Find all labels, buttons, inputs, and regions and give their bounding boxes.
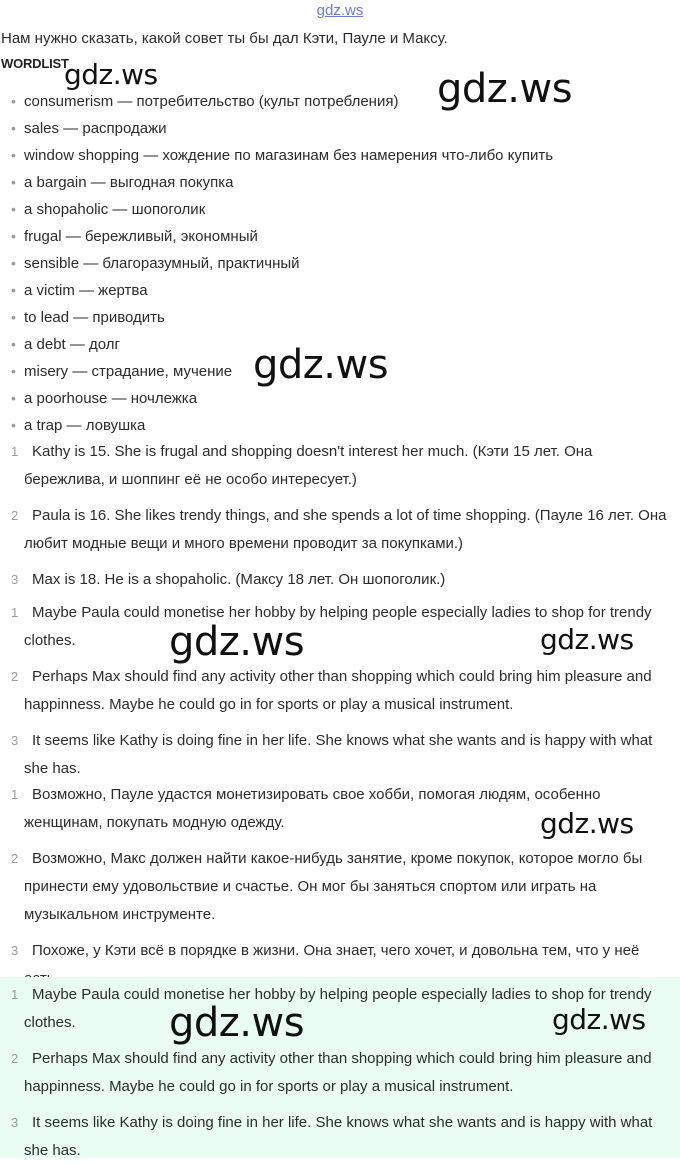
item-number: 1 [11, 787, 19, 802]
bullet-icon: • [11, 363, 16, 379]
advice-item: 1 Maybe Paula could monetise her hobby by helping people especially ladies to shop for trendy clothes. [0, 599, 680, 655]
advice-item: 3 It seems like Kathy is doing fine in her life. She knows what she wants and is happy with what she has. [0, 727, 680, 783]
fact-item: 3 Max is 18. He is a shopaholic. (Максу 18 лет. Он шопоголик.) [0, 566, 680, 594]
wordlist-heading: WORDLIST [1, 56, 69, 71]
facts-list [0, 438, 680, 594]
watermark: gdz.ws [169, 1000, 305, 1046]
watermark: gdz.ws [169, 619, 305, 665]
advice-item: 2 Perhaps Max should find any activity other than shopping which could bring him pleasure and happinness. Maybe he could go in for sports or play a musical instrument. [0, 663, 680, 719]
bullet-icon: • [11, 93, 16, 109]
bullet-icon: • [11, 417, 16, 433]
item-number: 2 [11, 851, 19, 866]
item-number: 2 [11, 508, 19, 523]
item-number: 2 [11, 1051, 19, 1066]
advice-item: 2 Perhaps Max should find any activity other than shopping which could bring him pleasure and happinness. Maybe he could go in for sports or play a musical instrument. [0, 1045, 680, 1101]
watermark: gdz.ws [64, 58, 158, 91]
fact-item: 1 Kathy is 15. She is frugal and shopping doesn't interest her much. (Кэти 15 лет. Она бережлива, и шоппинг её не особо интересует.) [0, 438, 680, 494]
watermark: gdz.ws [540, 807, 634, 840]
advice-item: 3 It seems like Kathy is doing fine in her life. She knows what she wants and is happy with what she has. [0, 1109, 680, 1165]
wordlist-item: • frugal — бережливый, экономный [0, 223, 553, 250]
fact-item: 2 Paula is 16. She likes trendy things, and she spends a lot of time shopping. (Пауле 16 лет. Она любит модные вещи и много времени проводит за покупками.) [0, 502, 680, 558]
bullet-icon: • [11, 120, 16, 136]
wordlist-item: • sales — распродажи [0, 115, 553, 142]
wordlist-item: • window shopping — хождение по магазинам без намерения что-либо купить [0, 142, 553, 169]
wordlist-item: • a victim — жертва [0, 277, 553, 304]
wordlist-item: • a trap — ловушка [0, 412, 553, 439]
wordlist-item: • misery — страдание, мучение [0, 358, 553, 385]
bullet-icon: • [11, 282, 16, 298]
wordlist-item: • to lead — приводить [0, 304, 553, 331]
watermark: gdz.ws [437, 66, 573, 112]
wordlist-item: • a bargain — выгодная покупка [0, 169, 553, 196]
item-number: 3 [11, 733, 19, 748]
bullet-icon: • [11, 147, 16, 163]
wordlist-item: • sensible — благоразумный, практичный [0, 250, 553, 277]
item-number: 3 [11, 572, 19, 587]
bullet-icon: • [11, 174, 16, 190]
item-number: 3 [11, 943, 19, 958]
wordlist-item: • consumerism — потребительство (культ потребления) [0, 88, 553, 115]
item-number: 1 [11, 987, 19, 1002]
bullet-icon: • [11, 255, 16, 271]
watermark: gdz.ws [540, 623, 634, 656]
watermark: gdz.ws [552, 1003, 646, 1036]
site-link[interactable]: gdz.ws [316, 2, 364, 19]
item-number: 1 [11, 605, 19, 620]
task-intro: Нам нужно сказать, какой совет ты бы дал Кэти, Пауле и Максу. [1, 30, 448, 47]
advice-item: 2 Возможно, Макс должен найти какое-нибудь занятие, кроме покупок, которое могло бы принести ему удовольствие и счастье. Он мог бы заняться спортом или играть на музыкальном инструменте. [0, 845, 680, 929]
bullet-icon: • [11, 309, 16, 325]
bullet-icon: • [11, 201, 16, 217]
item-number: 2 [11, 669, 19, 684]
advice-item: 1 Maybe Paula could monetise her hobby by helping people especially ladies to shop for trendy clothes. [0, 981, 680, 1037]
bullet-icon: • [11, 390, 16, 406]
wordlist-item: • a shopaholic — шопоголик [0, 196, 553, 223]
bullet-icon: • [11, 336, 16, 352]
watermark: gdz.ws [253, 342, 389, 388]
item-number: 1 [11, 444, 19, 459]
advice-item: 1 Возможно, Пауле удастся монетизировать свое хобби, помогая людям, особенно женщинам, покупать модную одежду. [0, 781, 680, 837]
advice-item: 3 Похоже, у Кэти всё в порядке в жизни. Она знает, чего хочет, и довольна тем, что у неё [0, 937, 680, 993]
wordlist-item: • a debt — долг [0, 331, 553, 358]
bullet-icon: • [11, 228, 16, 244]
wordlist-item: • a poorhouse — ночлежка [0, 385, 553, 412]
item-number: 3 [11, 1115, 19, 1130]
